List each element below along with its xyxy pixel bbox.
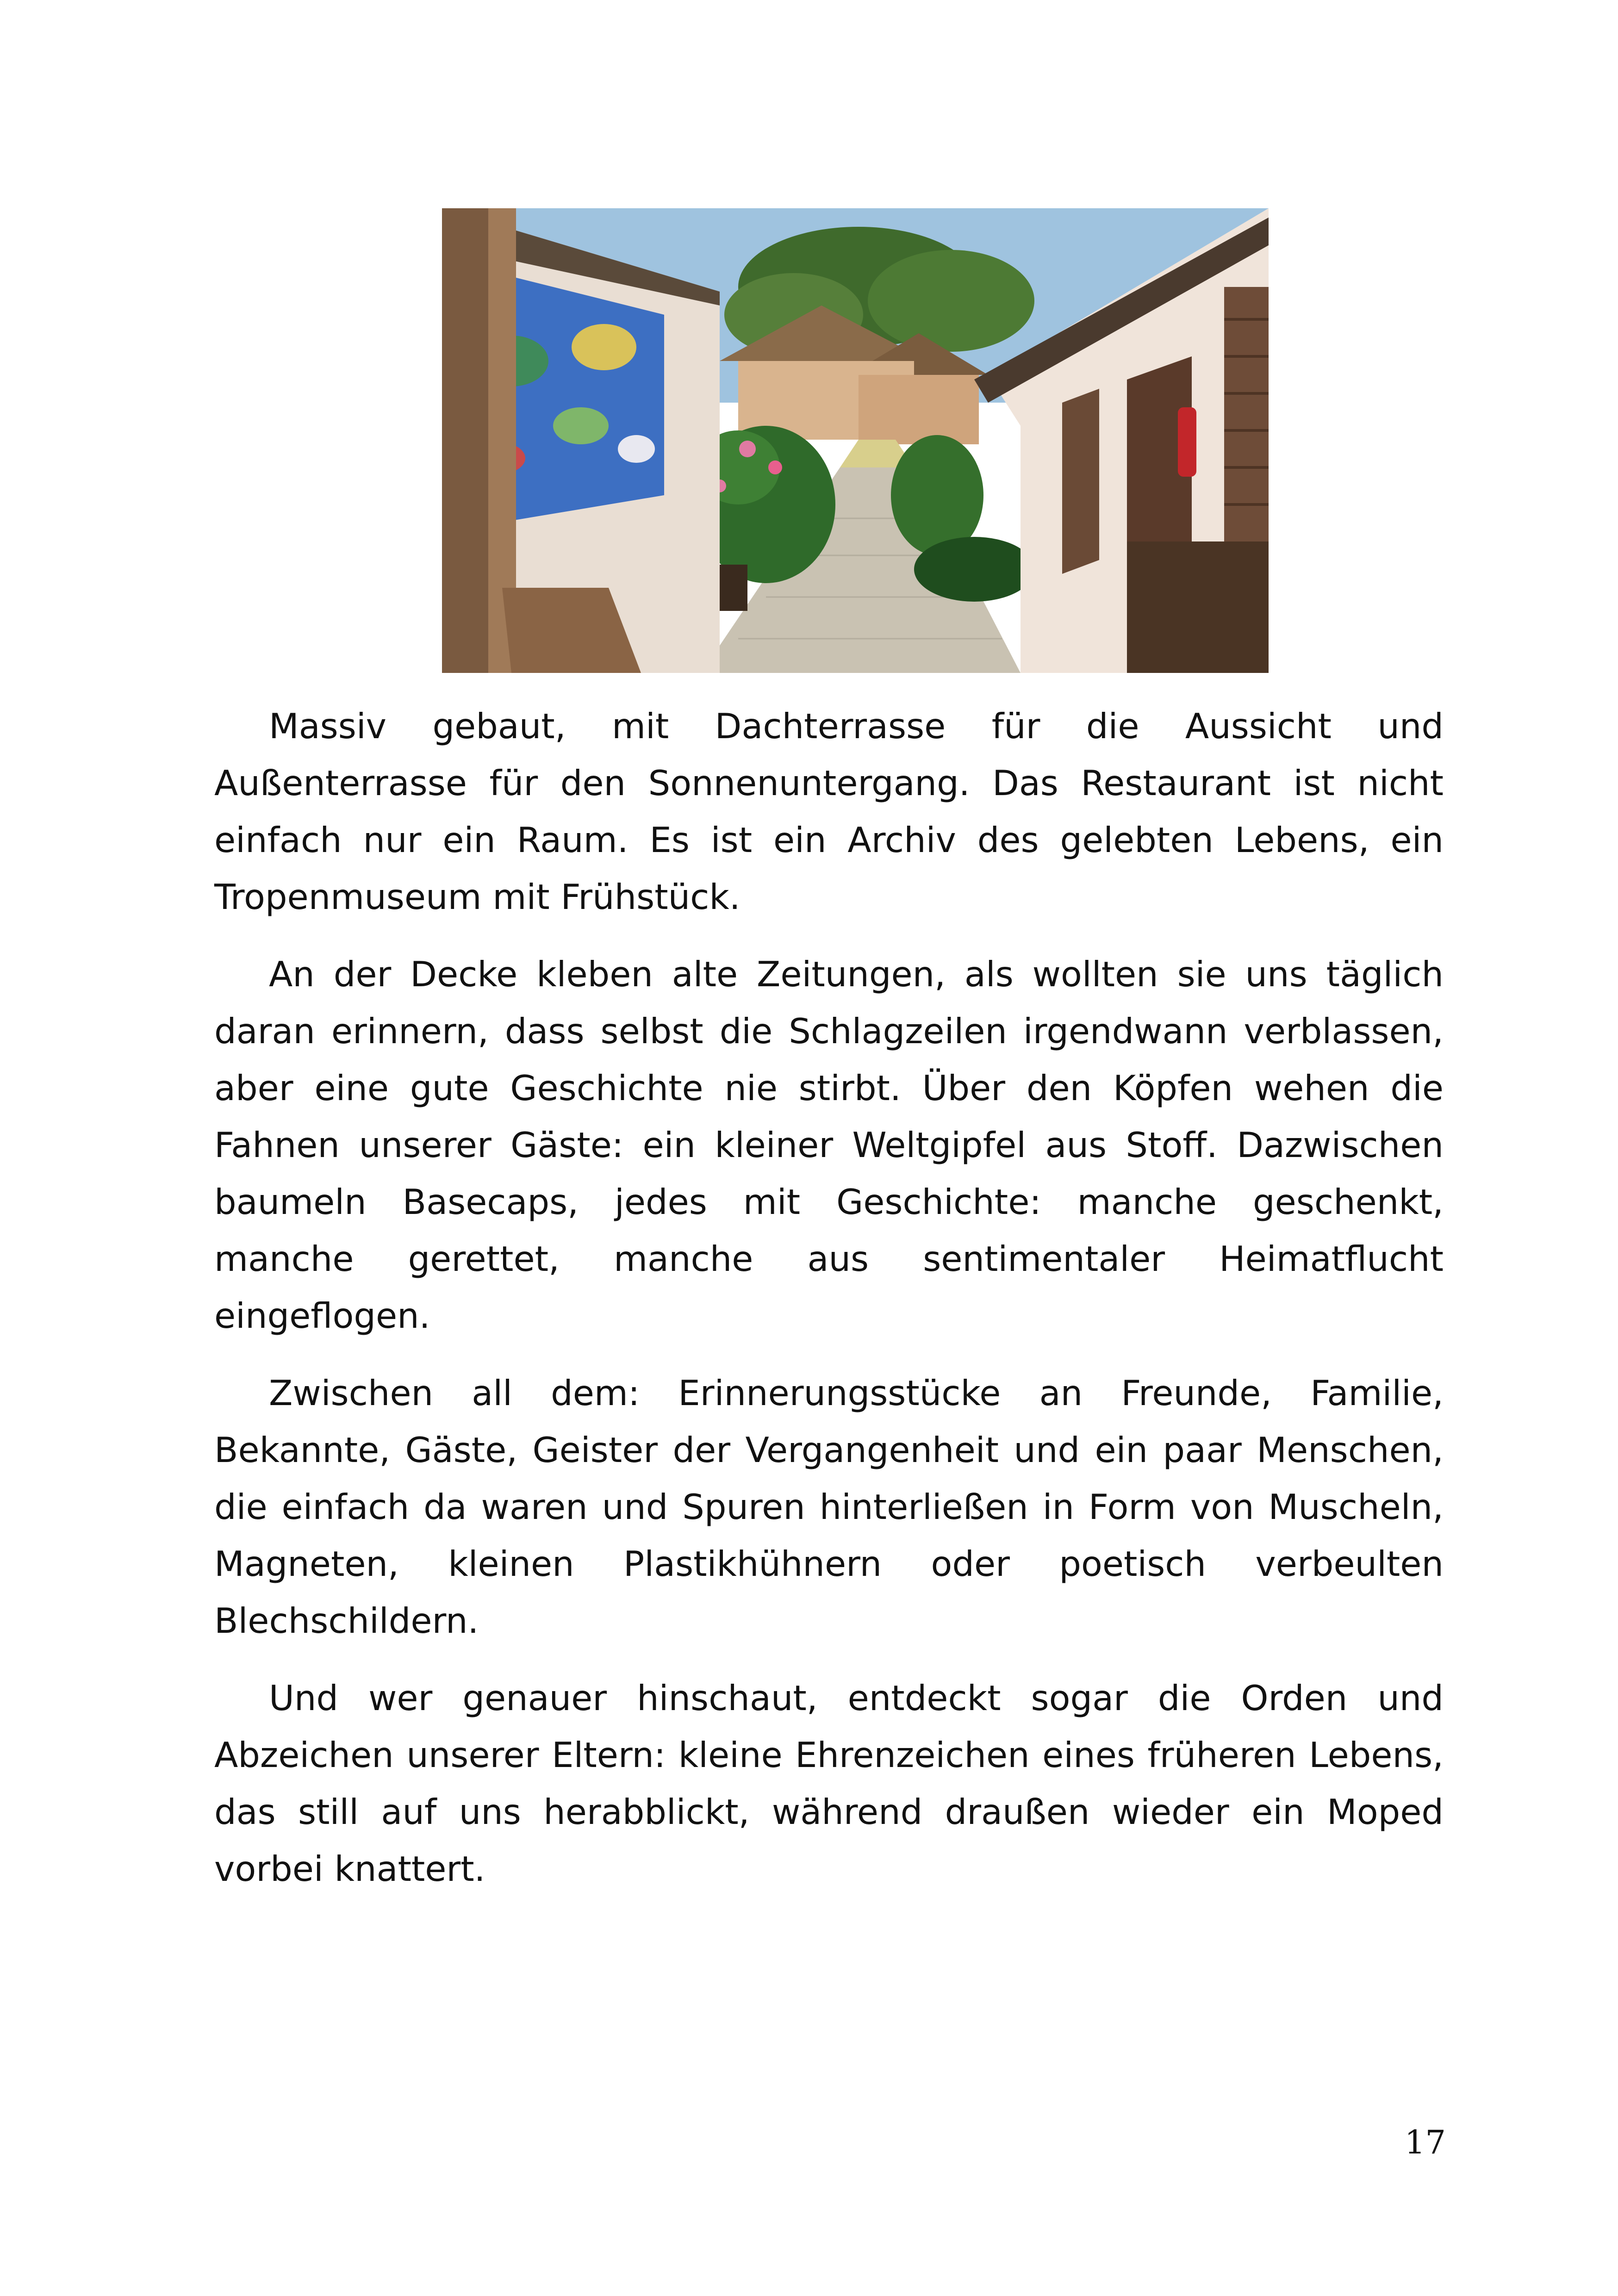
body-text	[214, 698, 1444, 1918]
paragraph: Zwischen all dem: Erinnerungsstücke an Freunde, Familie, Bekannte, Gäste, Geister der Vergangenheit und ein paar Menschen, die einfach da waren und Spuren hinterließen in Form von Muscheln, Magneten, kleinen Plastikhühnern oder poetisch verbeulten Blechschildern.	[214, 1373, 1444, 1641]
courtyard-photo	[442, 208, 1269, 673]
page-number: 17	[1404, 2123, 1446, 2161]
paragraph: Und wer genauer hinschaut, entdeckt sogar die Orden und Abzeichen unserer Eltern: kleine Ehrenzeichen eines früheren Lebens, das still auf uns herabblickt, während draußen wieder ein Moped vorbei knattert.	[214, 1678, 1444, 1889]
paragraph: An der Decke kleben alte Zeitungen, als wollten sie uns täglich daran erinnern, dass selbst die Schlagzeilen irgendwann verblassen, aber eine gute Geschichte nie stirbt. Über den Köpfen wehen die Fahnen unserer Gäste: ein kleiner Weltgipfel aus Stoff. Dazwischen baumeln Basecaps, jedes mit Geschichte: manche geschenkt, manche gerettet, manche aus sentimentaler Heimatflucht eingeflogen.	[214, 954, 1444, 1336]
paragraph: Massiv gebaut, mit Dachterrasse für die Aussicht und Außenterrasse für den Sonnenuntergang. Das Restaurant ist nicht einfach nur ein Raum. Es ist ein Archiv des gelebten Lebens, ein Tropenmuseum mit Frühstück.	[214, 706, 1444, 917]
